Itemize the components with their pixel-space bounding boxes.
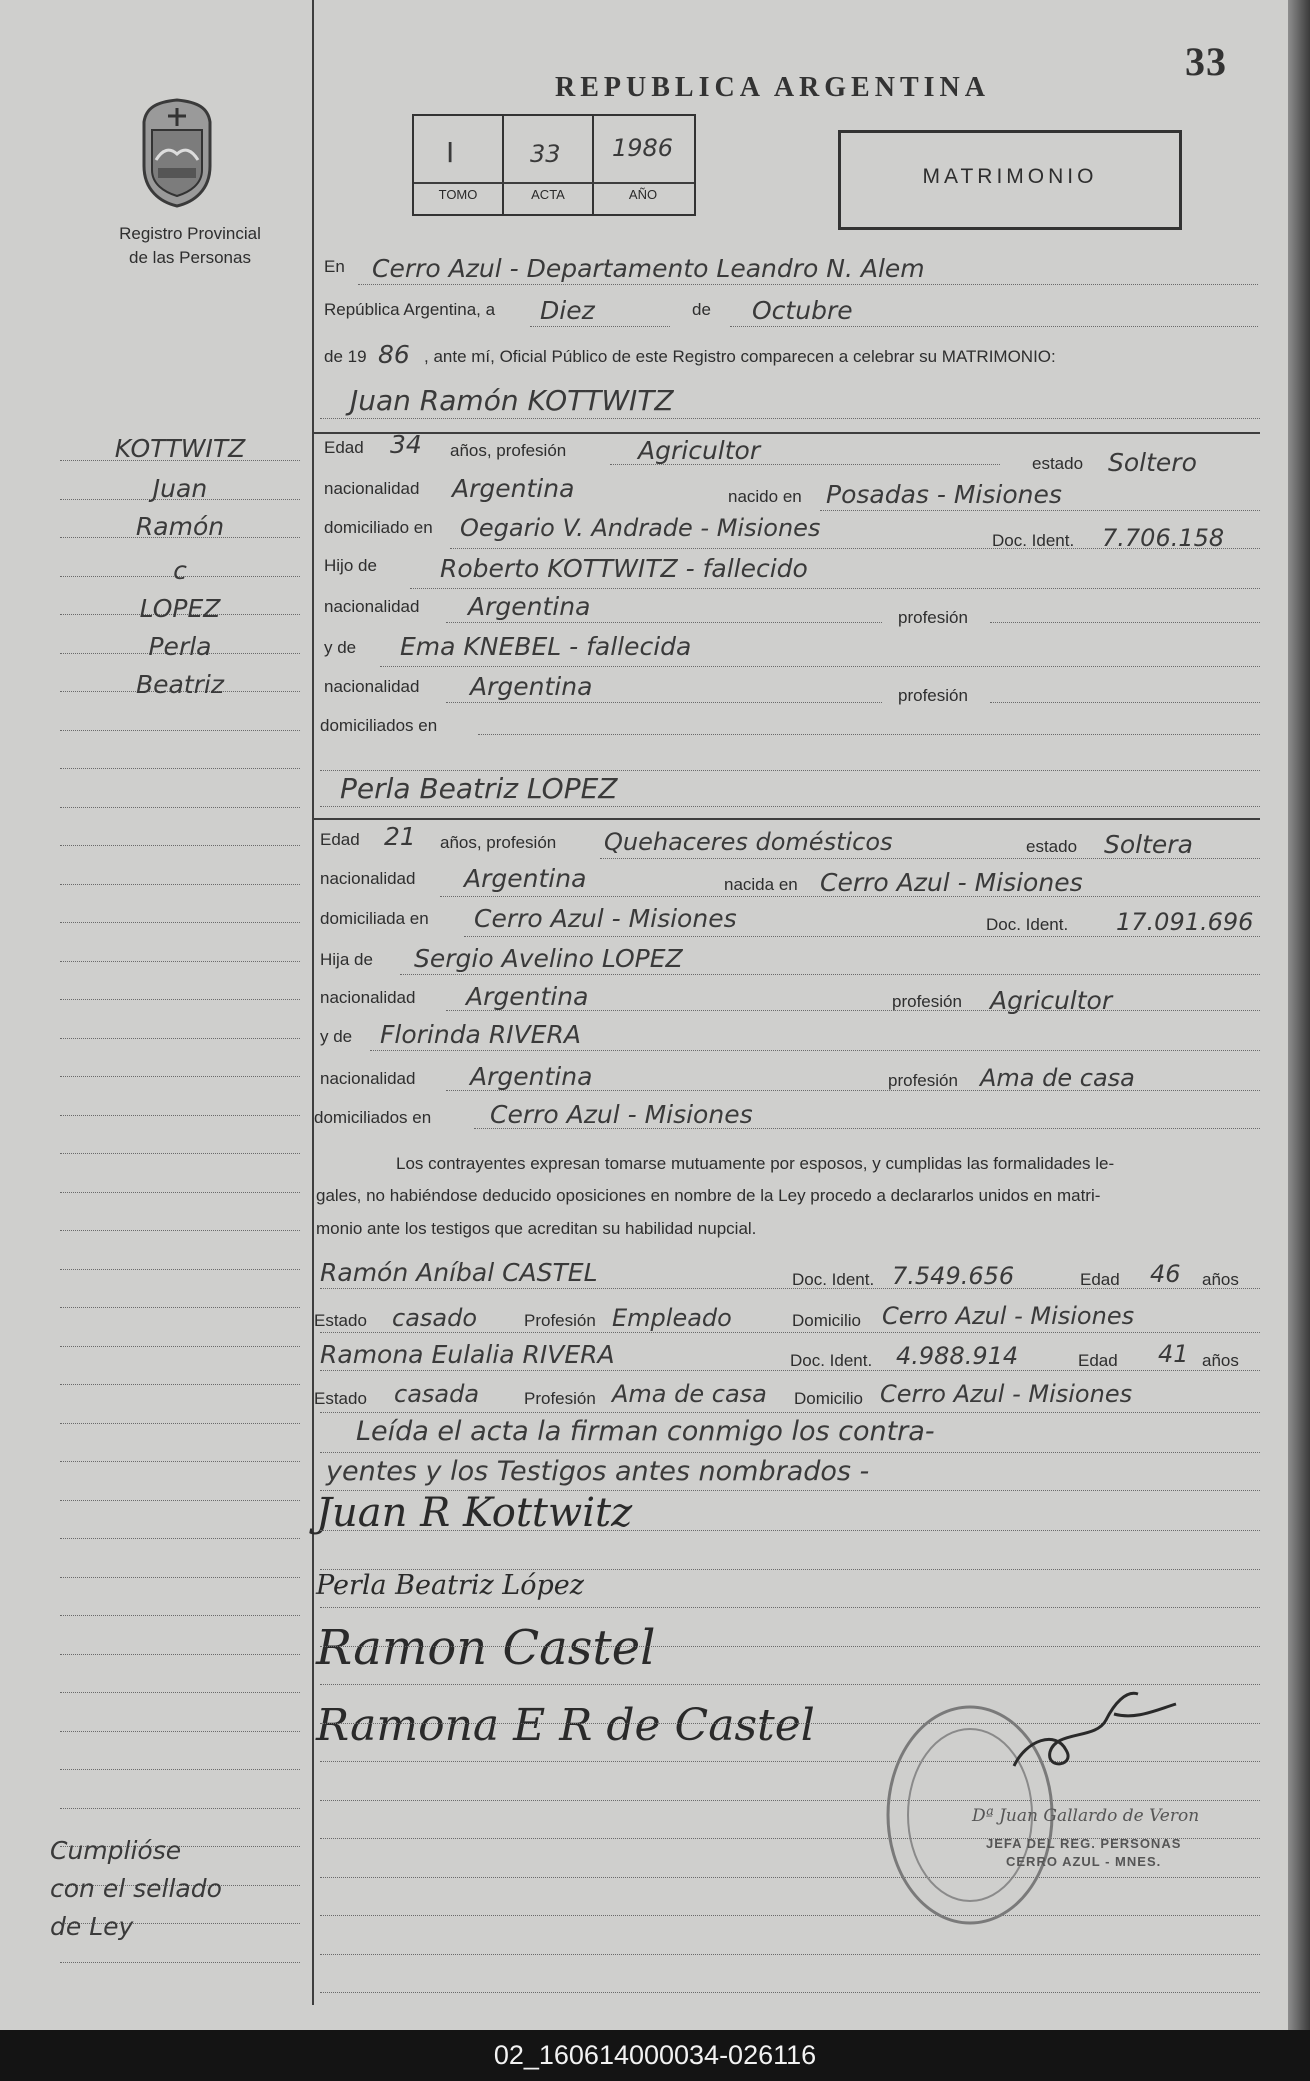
witness2-estado: casada bbox=[394, 1380, 480, 1408]
tomo-label: TOMO bbox=[438, 187, 478, 202]
en-label: En bbox=[324, 257, 345, 276]
bride-nac-label: nacionalidad bbox=[320, 869, 416, 888]
bride-parents-dom: Cerro Azul - Misiones bbox=[490, 1100, 753, 1129]
witness2-dom-label: Domicilio bbox=[794, 1389, 863, 1408]
groom-mother-prof-label: profesión bbox=[898, 686, 968, 705]
bride-separator bbox=[314, 818, 1260, 820]
margin-note-bride-first: Perla bbox=[148, 632, 212, 661]
bride-father-nat-label: nacionalidad bbox=[320, 988, 416, 1007]
declaration-line-2: gales, no habiéndose deducido oposiciones en nombre de la Ley procedo a declararlos unidos en matri- bbox=[316, 1186, 1101, 1205]
bride-estado-label: estado bbox=[1026, 837, 1078, 856]
witness2-edad-label: Edad bbox=[1078, 1351, 1118, 1370]
groom-dom-label: domiciliado en bbox=[324, 518, 433, 537]
tomo-value: I bbox=[446, 136, 455, 169]
body-rule bbox=[320, 1992, 1260, 1993]
witness2-anos-label: años bbox=[1202, 1351, 1239, 1370]
acta-label: ACTA bbox=[531, 187, 565, 202]
bride-father-prof-label: profesión bbox=[892, 992, 962, 1011]
bride-doc-label: Doc. Ident. bbox=[986, 915, 1069, 934]
groom-father-prof-label: profesión bbox=[898, 608, 968, 627]
witness1-prof-label: Profesión bbox=[524, 1311, 596, 1330]
margin-note-bride-surname: LOPEZ bbox=[139, 594, 221, 623]
witness1-estado-label: Estado bbox=[314, 1311, 367, 1330]
witness1-name: Ramón Aníbal CASTEL bbox=[320, 1258, 598, 1287]
witness1-estado: casado bbox=[392, 1304, 478, 1332]
bride-doc: 17.091.696 bbox=[1116, 908, 1254, 936]
bride-parents-dom-label: domiciliados en bbox=[314, 1108, 432, 1127]
bride-name: Perla Beatriz LOPEZ bbox=[340, 772, 618, 805]
intro-day: Diez bbox=[540, 296, 595, 325]
margin-rule bbox=[60, 1769, 300, 1770]
margin-rule bbox=[60, 1731, 300, 1732]
margin-rule bbox=[60, 1577, 300, 1578]
margin-rule bbox=[60, 1500, 300, 1501]
bride-mother-nat-label: nacionalidad bbox=[320, 1069, 416, 1088]
margin-rule bbox=[60, 1692, 300, 1693]
margin-rule bbox=[60, 1269, 300, 1270]
bride-age: 21 bbox=[384, 822, 416, 851]
margin-rule bbox=[60, 1038, 300, 1039]
groom-nationality: Argentina bbox=[452, 474, 575, 503]
groom-mother: Ema KNEBEL - fallecida bbox=[400, 632, 692, 661]
groom-birthplace: Posadas - Misiones bbox=[826, 480, 1062, 509]
margin-footer-1: Cumplióse bbox=[50, 1836, 182, 1865]
groom-hijo-label: Hijo de bbox=[324, 556, 377, 575]
bride-hija-label: Hija de bbox=[320, 950, 373, 969]
margin-rule bbox=[60, 1153, 300, 1154]
margin-rule bbox=[60, 961, 300, 962]
witness1-dom-label: Domicilio bbox=[792, 1311, 861, 1330]
body-rule bbox=[320, 1877, 1260, 1878]
bride-mother-prof-label: profesión bbox=[888, 1071, 958, 1090]
bride-birthplace: Cerro Azul - Misiones bbox=[820, 868, 1083, 897]
closing-line-2: yentes y los Testigos antes nombrados - bbox=[326, 1456, 870, 1487]
signature-witness2: Ramona E R de Castel bbox=[316, 1700, 815, 1751]
signature-bride: Perla Beatriz López bbox=[316, 1570, 584, 1601]
groom-anos-prof-label: años, profesión bbox=[450, 441, 567, 460]
margin-rule bbox=[60, 1615, 300, 1616]
margin-rule bbox=[60, 1538, 300, 1539]
body-rule bbox=[320, 1530, 1260, 1531]
margin-rule bbox=[60, 1962, 300, 1963]
margin-footer-2: con el sellado bbox=[50, 1874, 222, 1903]
footer-code: 02_160614000034-026116 bbox=[0, 2030, 1310, 2081]
groom-nacido-label: nacido en bbox=[728, 487, 802, 506]
body-rule bbox=[320, 1569, 1260, 1570]
witness2-domicile: Cerro Azul - Misiones bbox=[880, 1380, 1133, 1408]
registry-line-2: de las Personas bbox=[129, 248, 251, 267]
groom-name: Juan Ramón KOTTWITZ bbox=[350, 384, 674, 417]
witness2-profession: Ama de casa bbox=[612, 1380, 767, 1408]
ano-value: 1986 bbox=[612, 134, 674, 162]
margin-rule bbox=[60, 768, 300, 769]
bride-father-nat: Argentina bbox=[466, 982, 589, 1011]
groom-doc-label: Doc. Ident. bbox=[992, 531, 1075, 550]
margin-rule bbox=[60, 1307, 300, 1308]
intro-place: Cerro Azul - Departamento Leandro N. Alem bbox=[372, 254, 925, 283]
witness2-prof-label: Profesión bbox=[524, 1389, 596, 1408]
republica-label: República Argentina, a bbox=[324, 300, 496, 319]
margin-rule bbox=[60, 1461, 300, 1462]
country-title: REPUBLICA ARGENTINA bbox=[555, 72, 990, 103]
bride-mother-prof: Ama de casa bbox=[980, 1064, 1135, 1092]
witness2-doc: 4.988.914 bbox=[896, 1342, 1019, 1370]
page-number: 33 bbox=[1185, 39, 1227, 84]
bride-nationality: Argentina bbox=[464, 864, 587, 893]
witness2-age: 41 bbox=[1158, 1340, 1189, 1368]
official-name: Dª Juan Gallardo de Veron bbox=[972, 1806, 1200, 1826]
witness1-anos-label: años bbox=[1202, 1270, 1239, 1289]
margin-rule bbox=[60, 845, 300, 846]
witness1-age: 46 bbox=[1150, 1260, 1181, 1288]
matrimonio-box bbox=[838, 130, 1182, 230]
groom-parents-dom-label: domiciliados en bbox=[320, 716, 438, 735]
witness1-profession: Empleado bbox=[612, 1304, 732, 1332]
official-place: CERRO AZUL - MNES. bbox=[1006, 1854, 1162, 1869]
bride-anos-prof-label: años, profesión bbox=[440, 833, 557, 852]
provincial-seal-icon bbox=[136, 96, 218, 210]
intro-statement: , ante mí, Oficial Público de este Registro comparecen a celebrar su MATRIMONIO: bbox=[424, 347, 1056, 366]
margin-divider bbox=[312, 0, 314, 2005]
witness2-estado-label: Estado bbox=[314, 1389, 367, 1408]
closing-line-1: Leída el acta la firman conmigo los contra- bbox=[356, 1416, 935, 1447]
intro-month: Octubre bbox=[752, 296, 853, 325]
margin-rule bbox=[60, 922, 300, 923]
witness1-doc: 7.549.656 bbox=[892, 1262, 1015, 1290]
intro-year-suffix: 86 bbox=[378, 340, 410, 369]
groom-estado-label: estado bbox=[1032, 454, 1084, 473]
ano-label: AÑO bbox=[628, 187, 658, 202]
margin-rule bbox=[60, 1384, 300, 1385]
groom-edad-label: Edad bbox=[324, 438, 364, 457]
bride-mother: Florinda RIVERA bbox=[380, 1020, 581, 1049]
groom-yde-label: y de bbox=[324, 638, 357, 657]
body-rule bbox=[320, 1915, 1260, 1916]
bride-estado: Soltera bbox=[1104, 830, 1193, 859]
bride-father-prof: Agricultor bbox=[990, 986, 1113, 1015]
margin-rule bbox=[60, 1808, 300, 1809]
margin-note-second: Ramón bbox=[135, 512, 225, 541]
groom-father-nat: Argentina bbox=[468, 592, 591, 621]
margin-rule bbox=[60, 1654, 300, 1655]
margin-rule bbox=[60, 1076, 300, 1077]
bride-dom-label: domiciliada en bbox=[320, 909, 429, 928]
bride-yde-label: y de bbox=[320, 1027, 353, 1046]
groom-estado: Soltero bbox=[1108, 448, 1197, 477]
margin-rule bbox=[60, 1423, 300, 1424]
signature-witness1: Ramon Castel bbox=[316, 1620, 656, 1676]
groom-father-nat-label: nacionalidad bbox=[324, 597, 420, 616]
witness1-doc-label: Doc. Ident. bbox=[792, 1270, 875, 1289]
bride-domicile: Cerro Azul - Misiones bbox=[474, 904, 737, 933]
registry-line-1: Registro Provincial bbox=[119, 224, 261, 243]
bride-nacida-label: nacida en bbox=[724, 875, 798, 894]
margin-rule bbox=[60, 1230, 300, 1231]
witness1-edad-label: Edad bbox=[1080, 1270, 1120, 1289]
intro-year-prefix: de 19 bbox=[324, 347, 367, 366]
bride-profession: Quehaceres domésticos bbox=[604, 828, 893, 856]
body-rule bbox=[320, 1954, 1260, 1955]
groom-age: 34 bbox=[390, 430, 422, 459]
groom-nac-label: nacionalidad bbox=[324, 479, 420, 498]
margin-rule bbox=[60, 999, 300, 1000]
bride-edad-label: Edad bbox=[320, 830, 360, 849]
groom-profession: Agricultor bbox=[638, 436, 761, 465]
groom-separator bbox=[314, 432, 1260, 434]
margin-rule bbox=[60, 730, 300, 731]
margin-note-bride-second: Beatriz bbox=[135, 670, 224, 699]
witness2-name: Ramona Eulalia RIVERA bbox=[320, 1340, 615, 1369]
page-edge bbox=[1288, 0, 1310, 2030]
record-box bbox=[412, 114, 696, 216]
body-rule bbox=[320, 1607, 1260, 1608]
bride-father: Sergio Avelino LOPEZ bbox=[414, 944, 683, 973]
margin-note-first: Juan bbox=[152, 474, 208, 503]
groom-domicile: Oegario V. Andrade - Misiones bbox=[460, 514, 821, 542]
margin-note-surname: KOTTWITZ bbox=[114, 434, 246, 463]
groom-father: Roberto KOTTWITZ - fallecido bbox=[440, 554, 808, 583]
groom-mother-nat-label: nacionalidad bbox=[324, 677, 420, 696]
margin-rule bbox=[60, 884, 300, 885]
body-rule bbox=[320, 1646, 1260, 1647]
margin-rule bbox=[60, 1115, 300, 1116]
declaration-line-3: monio ante los testigos que acreditan su habilidad nupcial. bbox=[316, 1219, 757, 1238]
official-title: JEFA DEL REG. PERSONAS bbox=[986, 1836, 1182, 1851]
signature-groom: Juan R Kottwitz bbox=[316, 1490, 633, 1536]
margin-footer-3: de Ley bbox=[50, 1912, 134, 1941]
witness1-domicile: Cerro Azul - Misiones bbox=[882, 1302, 1135, 1330]
groom-doc: 7.706.158 bbox=[1102, 524, 1225, 552]
witness2-doc-label: Doc. Ident. bbox=[790, 1351, 873, 1370]
acta-value: 33 bbox=[530, 140, 561, 168]
margin-note-conj: c bbox=[173, 556, 187, 585]
margin-rule bbox=[60, 1346, 300, 1347]
doc-type: MATRIMONIO bbox=[922, 165, 1098, 188]
margin-rule bbox=[60, 807, 300, 808]
margin-rule bbox=[60, 1192, 300, 1193]
bride-mother-nat: Argentina bbox=[470, 1062, 593, 1091]
intro-de-label: de bbox=[692, 300, 711, 319]
body-rule bbox=[320, 1800, 1260, 1801]
groom-mother-nat: Argentina bbox=[470, 672, 593, 701]
official-signature-icon bbox=[1006, 1670, 1186, 1780]
declaration-line-1: Los contrayentes expresan tomarse mutuamente por esposos, y cumplidas las formalidades le- bbox=[396, 1154, 1115, 1173]
